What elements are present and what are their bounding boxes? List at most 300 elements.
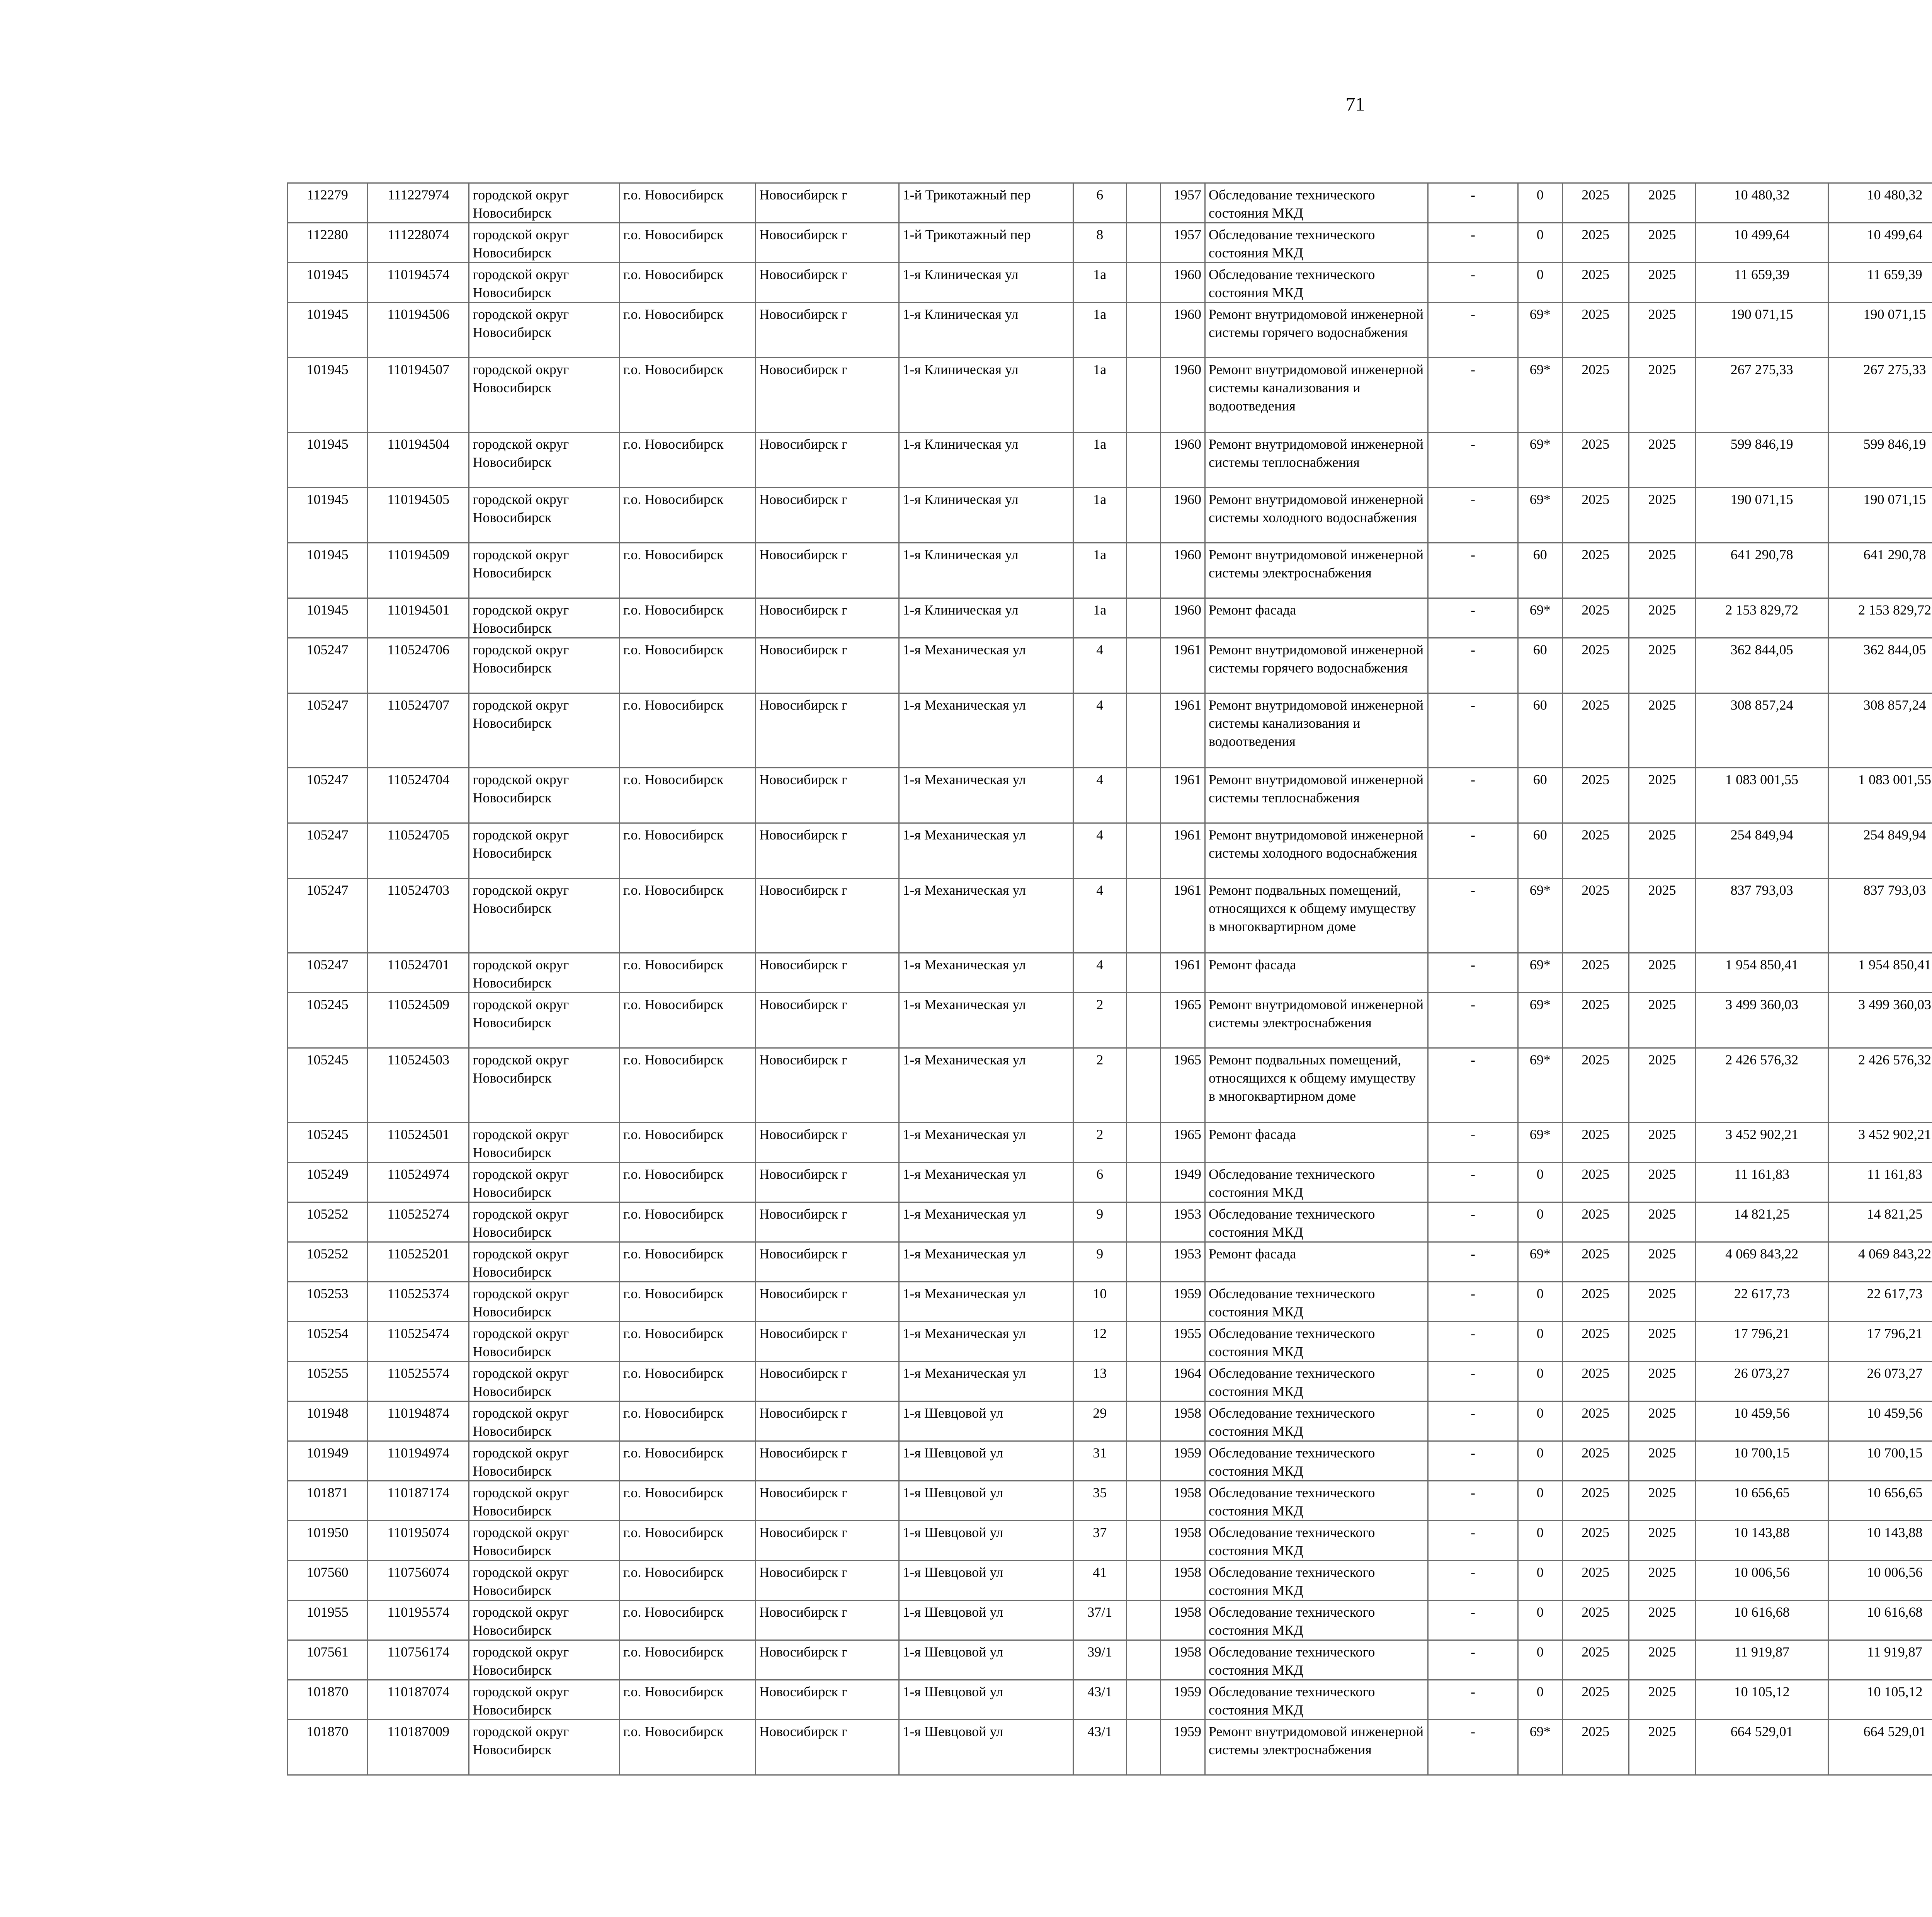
table-row <box>287 1362 1932 1401</box>
work-type-cell: Ремонт внутридомовой инженерной системы канализования и водоотведения <box>1205 693 1428 768</box>
owner-funds-cell: 664 529,01 <box>1828 1720 1932 1775</box>
end-year-cell: 2025 <box>1629 1720 1695 1775</box>
dash-cell: - <box>1428 358 1518 432</box>
table-row <box>287 1202 1932 1242</box>
end-year-cell: 2025 <box>1629 693 1695 768</box>
city-cell: Новосибирск г <box>756 953 899 993</box>
city-cell: Новосибирск г <box>756 1600 899 1640</box>
house-number-cell: 37/1 <box>1073 1600 1126 1640</box>
dash-cell: - <box>1428 1123 1518 1163</box>
work-type-cell: Обследование технического состояния МКД <box>1205 223 1428 263</box>
table-row <box>287 1680 1932 1720</box>
city-cell: Новосибирск г <box>756 1680 899 1720</box>
work-id-cell: 110524701 <box>368 953 469 993</box>
street-cell: 1-я Клиническая ул <box>899 488 1073 543</box>
city-cell: Новосибирск г <box>756 1362 899 1401</box>
house-number-cell: 12 <box>1073 1322 1126 1362</box>
start-year-cell: 2025 <box>1562 1720 1629 1775</box>
table-row <box>287 1561 1932 1600</box>
settlement-cell: г.о. Новосибирск <box>619 1242 755 1282</box>
house-number-cell: 2 <box>1073 1048 1126 1123</box>
settlement-cell: г.о. Новосибирск <box>619 1720 755 1775</box>
total-cost-cell: 10 656,65 <box>1696 1481 1828 1521</box>
start-year-cell: 2025 <box>1562 488 1629 543</box>
end-year-cell: 2025 <box>1629 183 1695 223</box>
city-cell: Новосибирск г <box>756 1202 899 1242</box>
building-cell <box>1126 432 1160 488</box>
build-year-cell: 1960 <box>1160 303 1205 358</box>
build-year-cell: 1958 <box>1160 1401 1205 1441</box>
build-year-cell: 1958 <box>1160 1521 1205 1561</box>
municipality-cell: городской округ Новосибирск <box>469 1561 619 1600</box>
work-id-cell: 110194507 <box>368 358 469 432</box>
house-number-cell: 1а <box>1073 488 1126 543</box>
owner-funds-cell: 599 846,19 <box>1828 432 1932 488</box>
end-year-cell: 2025 <box>1629 263 1695 303</box>
wear-percent-cell: 0 <box>1518 1680 1562 1720</box>
total-cost-cell: 10 105,12 <box>1696 1680 1828 1720</box>
municipality-cell: городской округ Новосибирск <box>469 1640 619 1680</box>
house-id-cell: 105255 <box>287 1362 368 1401</box>
house-number-cell: 39/1 <box>1073 1640 1126 1680</box>
start-year-cell: 2025 <box>1562 1680 1629 1720</box>
work-id-cell: 110525201 <box>368 1242 469 1282</box>
total-cost-cell: 3 452 902,21 <box>1696 1123 1828 1163</box>
house-id-cell: 105247 <box>287 878 368 953</box>
settlement-cell: г.о. Новосибирск <box>619 598 755 638</box>
municipality-cell: городской округ Новосибирск <box>469 1401 619 1441</box>
wear-percent-cell: 0 <box>1518 1202 1562 1242</box>
owner-funds-cell: 190 071,15 <box>1828 303 1932 358</box>
build-year-cell: 1955 <box>1160 1322 1205 1362</box>
street-cell: 1-я Механическая ул <box>899 993 1073 1048</box>
municipality-cell: городской округ Новосибирск <box>469 1680 619 1720</box>
dash-cell: - <box>1428 543 1518 598</box>
build-year-cell: 1953 <box>1160 1202 1205 1242</box>
municipality-cell: городской округ Новосибирск <box>469 768 619 823</box>
municipality-cell: городской округ Новосибирск <box>469 1600 619 1640</box>
end-year-cell: 2025 <box>1629 1242 1695 1282</box>
city-cell: Новосибирск г <box>756 878 899 953</box>
city-cell: Новосибирск г <box>756 993 899 1048</box>
settlement-cell: г.о. Новосибирск <box>619 1123 755 1163</box>
work-id-cell: 110524503 <box>368 1048 469 1123</box>
house-number-cell: 9 <box>1073 1242 1126 1282</box>
build-year-cell: 1961 <box>1160 693 1205 768</box>
end-year-cell: 2025 <box>1629 1640 1695 1680</box>
house-id-cell: 101871 <box>287 1481 368 1521</box>
building-cell <box>1126 263 1160 303</box>
house-number-cell: 1а <box>1073 358 1126 432</box>
start-year-cell: 2025 <box>1562 1640 1629 1680</box>
house-id-cell: 112279 <box>287 183 368 223</box>
wear-percent-cell: 69* <box>1518 598 1562 638</box>
street-cell: 1-я Механическая ул <box>899 1202 1073 1242</box>
work-id-cell: 110194874 <box>368 1401 469 1441</box>
settlement-cell: г.о. Новосибирск <box>619 953 755 993</box>
page-number: 71 <box>1345 93 1365 115</box>
dash-cell: - <box>1428 223 1518 263</box>
end-year-cell: 2025 <box>1629 1202 1695 1242</box>
work-type-cell: Обследование технического состояния МКД <box>1205 1600 1428 1640</box>
settlement-cell: г.о. Новосибирск <box>619 1481 755 1521</box>
work-id-cell: 111227974 <box>368 183 469 223</box>
house-id-cell: 105249 <box>287 1163 368 1202</box>
table-row <box>287 1123 1932 1163</box>
municipality-cell: городской округ Новосибирск <box>469 1163 619 1202</box>
start-year-cell: 2025 <box>1562 638 1629 693</box>
work-type-cell: Ремонт фасада <box>1205 1242 1428 1282</box>
owner-funds-cell: 14 821,25 <box>1828 1202 1932 1242</box>
total-cost-cell: 2 426 576,32 <box>1696 1048 1828 1123</box>
work-id-cell: 110525474 <box>368 1322 469 1362</box>
table-row <box>287 1441 1932 1481</box>
work-id-cell: 110524974 <box>368 1163 469 1202</box>
building-cell <box>1126 953 1160 993</box>
settlement-cell: г.о. Новосибирск <box>619 543 755 598</box>
table-row <box>287 1163 1932 1202</box>
house-number-cell: 1а <box>1073 303 1126 358</box>
end-year-cell: 2025 <box>1629 993 1695 1048</box>
work-type-cell: Ремонт внутридомовой инженерной системы горячего водоснабжения <box>1205 303 1428 358</box>
building-cell <box>1126 1242 1160 1282</box>
dash-cell: - <box>1428 1481 1518 1521</box>
start-year-cell: 2025 <box>1562 1048 1629 1123</box>
table-row <box>287 993 1932 1048</box>
work-type-cell: Ремонт внутридомовой инженерной системы канализования и водоотведения <box>1205 358 1428 432</box>
house-number-cell: 43/1 <box>1073 1680 1126 1720</box>
table-row <box>287 1322 1932 1362</box>
total-cost-cell: 10 143,88 <box>1696 1521 1828 1561</box>
building-cell <box>1126 1202 1160 1242</box>
wear-percent-cell: 69* <box>1518 488 1562 543</box>
start-year-cell: 2025 <box>1562 598 1629 638</box>
end-year-cell: 2025 <box>1629 1282 1695 1322</box>
street-cell: 1-я Шевцовой ул <box>899 1521 1073 1561</box>
work-type-cell: Ремонт фасада <box>1205 953 1428 993</box>
start-year-cell: 2025 <box>1562 1242 1629 1282</box>
settlement-cell: г.о. Новосибирск <box>619 1163 755 1202</box>
settlement-cell: г.о. Новосибирск <box>619 878 755 953</box>
street-cell: 1-я Шевцовой ул <box>899 1600 1073 1640</box>
total-cost-cell: 362 844,05 <box>1696 638 1828 693</box>
start-year-cell: 2025 <box>1562 1441 1629 1481</box>
total-cost-cell: 10 616,68 <box>1696 1600 1828 1640</box>
wear-percent-cell: 69* <box>1518 1048 1562 1123</box>
street-cell: 1-я Клиническая ул <box>899 598 1073 638</box>
build-year-cell: 1961 <box>1160 823 1205 878</box>
owner-funds-cell: 4 069 843,22 <box>1828 1242 1932 1282</box>
dash-cell: - <box>1428 1242 1518 1282</box>
building-cell <box>1126 878 1160 953</box>
owner-funds-cell: 254 849,94 <box>1828 823 1932 878</box>
building-cell <box>1126 488 1160 543</box>
build-year-cell: 1953 <box>1160 1242 1205 1282</box>
building-cell <box>1126 183 1160 223</box>
wear-percent-cell: 69* <box>1518 303 1562 358</box>
street-cell: 1-я Клиническая ул <box>899 303 1073 358</box>
settlement-cell: г.о. Новосибирск <box>619 1282 755 1322</box>
total-cost-cell: 2 153 829,72 <box>1696 598 1828 638</box>
wear-percent-cell: 0 <box>1518 1640 1562 1680</box>
work-id-cell: 110194974 <box>368 1441 469 1481</box>
dash-cell: - <box>1428 693 1518 768</box>
build-year-cell: 1960 <box>1160 358 1205 432</box>
dash-cell: - <box>1428 303 1518 358</box>
owner-funds-cell: 362 844,05 <box>1828 638 1932 693</box>
work-id-cell: 110194574 <box>368 263 469 303</box>
owner-funds-cell: 10 105,12 <box>1828 1680 1932 1720</box>
table-row <box>287 1640 1932 1680</box>
table-row <box>287 303 1932 358</box>
table-row <box>287 1481 1932 1521</box>
city-cell: Новосибирск г <box>756 1720 899 1775</box>
work-type-cell: Обследование технического состояния МКД <box>1205 1202 1428 1242</box>
dash-cell: - <box>1428 1362 1518 1401</box>
table-row <box>287 1242 1932 1282</box>
wear-percent-cell: 0 <box>1518 1322 1562 1362</box>
settlement-cell: г.о. Новосибирск <box>619 1640 755 1680</box>
street-cell: 1-я Шевцовой ул <box>899 1640 1073 1680</box>
end-year-cell: 2025 <box>1629 953 1695 993</box>
owner-funds-cell: 641 290,78 <box>1828 543 1932 598</box>
owner-funds-cell: 308 857,24 <box>1828 693 1932 768</box>
wear-percent-cell: 60 <box>1518 768 1562 823</box>
start-year-cell: 2025 <box>1562 823 1629 878</box>
street-cell: 1-я Шевцовой ул <box>899 1441 1073 1481</box>
street-cell: 1-я Механическая ул <box>899 1282 1073 1322</box>
house-id-cell: 105245 <box>287 993 368 1048</box>
dash-cell: - <box>1428 1720 1518 1775</box>
street-cell: 1-я Механическая ул <box>899 953 1073 993</box>
build-year-cell: 1960 <box>1160 432 1205 488</box>
wear-percent-cell: 69* <box>1518 1720 1562 1775</box>
street-cell: 1-я Шевцовой ул <box>899 1720 1073 1775</box>
house-id-cell: 105247 <box>287 823 368 878</box>
dash-cell: - <box>1428 1401 1518 1441</box>
wear-percent-cell: 0 <box>1518 223 1562 263</box>
dash-cell: - <box>1428 993 1518 1048</box>
build-year-cell: 1960 <box>1160 598 1205 638</box>
house-id-cell: 101945 <box>287 303 368 358</box>
street-cell: 1-я Механическая ул <box>899 693 1073 768</box>
building-cell <box>1126 823 1160 878</box>
work-type-cell: Ремонт внутридомовой инженерной системы теплоснабжения <box>1205 432 1428 488</box>
wear-percent-cell: 0 <box>1518 183 1562 223</box>
build-year-cell: 1949 <box>1160 1163 1205 1202</box>
wear-percent-cell: 0 <box>1518 1481 1562 1521</box>
total-cost-cell: 22 617,73 <box>1696 1282 1828 1322</box>
dash-cell: - <box>1428 1163 1518 1202</box>
city-cell: Новосибирск г <box>756 263 899 303</box>
house-id-cell: 101945 <box>287 358 368 432</box>
owner-funds-cell: 11 161,83 <box>1828 1163 1932 1202</box>
end-year-cell: 2025 <box>1629 1048 1695 1123</box>
house-number-cell: 1а <box>1073 598 1126 638</box>
city-cell: Новосибирск г <box>756 358 899 432</box>
total-cost-cell: 254 849,94 <box>1696 823 1828 878</box>
street-cell: 1-я Шевцовой ул <box>899 1680 1073 1720</box>
city-cell: Новосибирск г <box>756 223 899 263</box>
total-cost-cell: 11 659,39 <box>1696 263 1828 303</box>
table-row <box>287 488 1932 543</box>
work-type-cell: Ремонт внутридомовой инженерной системы горячего водоснабжения <box>1205 638 1428 693</box>
wear-percent-cell: 0 <box>1518 1521 1562 1561</box>
work-type-cell: Ремонт подвальных помещений, относящихся к общему имуществу в многоквартирном доме <box>1205 878 1428 953</box>
total-cost-cell: 308 857,24 <box>1696 693 1828 768</box>
house-number-cell: 41 <box>1073 1561 1126 1600</box>
house-id-cell: 101945 <box>287 263 368 303</box>
dash-cell: - <box>1428 768 1518 823</box>
work-type-cell: Обследование технического состояния МКД <box>1205 1362 1428 1401</box>
start-year-cell: 2025 <box>1562 1282 1629 1322</box>
municipality-cell: городской округ Новосибирск <box>469 598 619 638</box>
work-type-cell: Обследование технического состояния МКД <box>1205 1640 1428 1680</box>
building-cell <box>1126 1123 1160 1163</box>
building-cell <box>1126 543 1160 598</box>
work-id-cell: 110195074 <box>368 1521 469 1561</box>
building-cell <box>1126 1322 1160 1362</box>
dash-cell: - <box>1428 1640 1518 1680</box>
municipality-cell: городской округ Новосибирск <box>469 1481 619 1521</box>
house-number-cell: 35 <box>1073 1481 1126 1521</box>
settlement-cell: г.о. Новосибирск <box>619 223 755 263</box>
settlement-cell: г.о. Новосибирск <box>619 1362 755 1401</box>
house-number-cell: 13 <box>1073 1362 1126 1401</box>
building-cell <box>1126 1561 1160 1600</box>
building-cell <box>1126 303 1160 358</box>
city-cell: Новосибирск г <box>756 1401 899 1441</box>
start-year-cell: 2025 <box>1562 953 1629 993</box>
table-row <box>287 1048 1932 1123</box>
owner-funds-cell: 10 006,56 <box>1828 1561 1932 1600</box>
table-row <box>287 823 1932 878</box>
wear-percent-cell: 69* <box>1518 358 1562 432</box>
settlement-cell: г.о. Новосибирск <box>619 1680 755 1720</box>
settlement-cell: г.о. Новосибирск <box>619 1441 755 1481</box>
end-year-cell: 2025 <box>1629 1441 1695 1481</box>
building-cell <box>1126 1600 1160 1640</box>
work-type-cell: Обследование технического состояния МКД <box>1205 1680 1428 1720</box>
owner-funds-cell: 837 793,03 <box>1828 878 1932 953</box>
wear-percent-cell: 69* <box>1518 953 1562 993</box>
street-cell: 1-я Клиническая ул <box>899 358 1073 432</box>
table-row <box>287 638 1932 693</box>
total-cost-cell: 10 499,64 <box>1696 223 1828 263</box>
house-id-cell: 112280 <box>287 223 368 263</box>
work-id-cell: 110525374 <box>368 1282 469 1322</box>
start-year-cell: 2025 <box>1562 543 1629 598</box>
dash-cell: - <box>1428 878 1518 953</box>
dash-cell: - <box>1428 183 1518 223</box>
end-year-cell: 2025 <box>1629 823 1695 878</box>
total-cost-cell: 10 480,32 <box>1696 183 1828 223</box>
municipality-cell: городской округ Новосибирск <box>469 263 619 303</box>
house-number-cell: 4 <box>1073 823 1126 878</box>
build-year-cell: 1959 <box>1160 1441 1205 1481</box>
dash-cell: - <box>1428 1202 1518 1242</box>
wear-percent-cell: 69* <box>1518 993 1562 1048</box>
house-id-cell: 105245 <box>287 1123 368 1163</box>
build-year-cell: 1958 <box>1160 1640 1205 1680</box>
dash-cell: - <box>1428 263 1518 303</box>
build-year-cell: 1961 <box>1160 768 1205 823</box>
work-type-cell: Обследование технического состояния МКД <box>1205 1481 1428 1521</box>
municipality-cell: городской округ Новосибирск <box>469 1521 619 1561</box>
start-year-cell: 2025 <box>1562 223 1629 263</box>
municipality-cell: городской округ Новосибирск <box>469 543 619 598</box>
owner-funds-cell: 10 700,15 <box>1828 1441 1932 1481</box>
table-row <box>287 1521 1932 1561</box>
table-row <box>287 878 1932 953</box>
start-year-cell: 2025 <box>1562 1163 1629 1202</box>
wear-percent-cell: 69* <box>1518 1123 1562 1163</box>
table-row <box>287 1282 1932 1322</box>
building-cell <box>1126 223 1160 263</box>
house-id-cell: 101945 <box>287 488 368 543</box>
owner-funds-cell: 10 143,88 <box>1828 1521 1932 1561</box>
house-id-cell: 101945 <box>287 543 368 598</box>
dash-cell: - <box>1428 823 1518 878</box>
owner-funds-cell: 190 071,15 <box>1828 488 1932 543</box>
street-cell: 1-я Клиническая ул <box>899 432 1073 488</box>
municipality-cell: городской округ Новосибирск <box>469 432 619 488</box>
total-cost-cell: 3 499 360,03 <box>1696 993 1828 1048</box>
wear-percent-cell: 69* <box>1518 1242 1562 1282</box>
total-cost-cell: 4 069 843,22 <box>1696 1242 1828 1282</box>
owner-funds-cell: 267 275,33 <box>1828 358 1932 432</box>
wear-percent-cell: 60 <box>1518 693 1562 768</box>
street-cell: 1-я Механическая ул <box>899 1123 1073 1163</box>
street-cell: 1-я Механическая ул <box>899 878 1073 953</box>
end-year-cell: 2025 <box>1629 878 1695 953</box>
street-cell: 1-я Механическая ул <box>899 1048 1073 1123</box>
work-type-cell: Ремонт внутридомовой инженерной системы холодного водоснабжения <box>1205 488 1428 543</box>
build-year-cell: 1960 <box>1160 488 1205 543</box>
house-id-cell: 105247 <box>287 768 368 823</box>
house-id-cell: 101870 <box>287 1680 368 1720</box>
table-row <box>287 1720 1932 1775</box>
house-number-cell: 10 <box>1073 1282 1126 1322</box>
owner-funds-cell: 2 153 829,72 <box>1828 598 1932 638</box>
build-year-cell: 1957 <box>1160 223 1205 263</box>
house-id-cell: 107561 <box>287 1640 368 1680</box>
work-type-cell: Ремонт подвальных помещений, относящихся к общему имуществу в многоквартирном доме <box>1205 1048 1428 1123</box>
city-cell: Новосибирск г <box>756 1441 899 1481</box>
municipality-cell: городской округ Новосибирск <box>469 878 619 953</box>
start-year-cell: 2025 <box>1562 358 1629 432</box>
owner-funds-cell: 10 459,56 <box>1828 1401 1932 1441</box>
building-cell <box>1126 1680 1160 1720</box>
end-year-cell: 2025 <box>1629 638 1695 693</box>
building-cell <box>1126 993 1160 1048</box>
street-cell: 1-й Трикотажный пер <box>899 183 1073 223</box>
municipality-cell: городской округ Новосибирск <box>469 1202 619 1242</box>
city-cell: Новосибирск г <box>756 1640 899 1680</box>
work-id-cell: 110756074 <box>368 1561 469 1600</box>
city-cell: Новосибирск г <box>756 693 899 768</box>
owner-funds-cell: 3 499 360,03 <box>1828 993 1932 1048</box>
wear-percent-cell: 0 <box>1518 1441 1562 1481</box>
dash-cell: - <box>1428 1322 1518 1362</box>
work-id-cell: 110194506 <box>368 303 469 358</box>
city-cell: Новосибирск г <box>756 598 899 638</box>
start-year-cell: 2025 <box>1562 1521 1629 1561</box>
house-id-cell: 101945 <box>287 432 368 488</box>
municipality-cell: городской округ Новосибирск <box>469 1282 619 1322</box>
owner-funds-cell: 2 426 576,32 <box>1828 1048 1932 1123</box>
building-cell <box>1126 693 1160 768</box>
